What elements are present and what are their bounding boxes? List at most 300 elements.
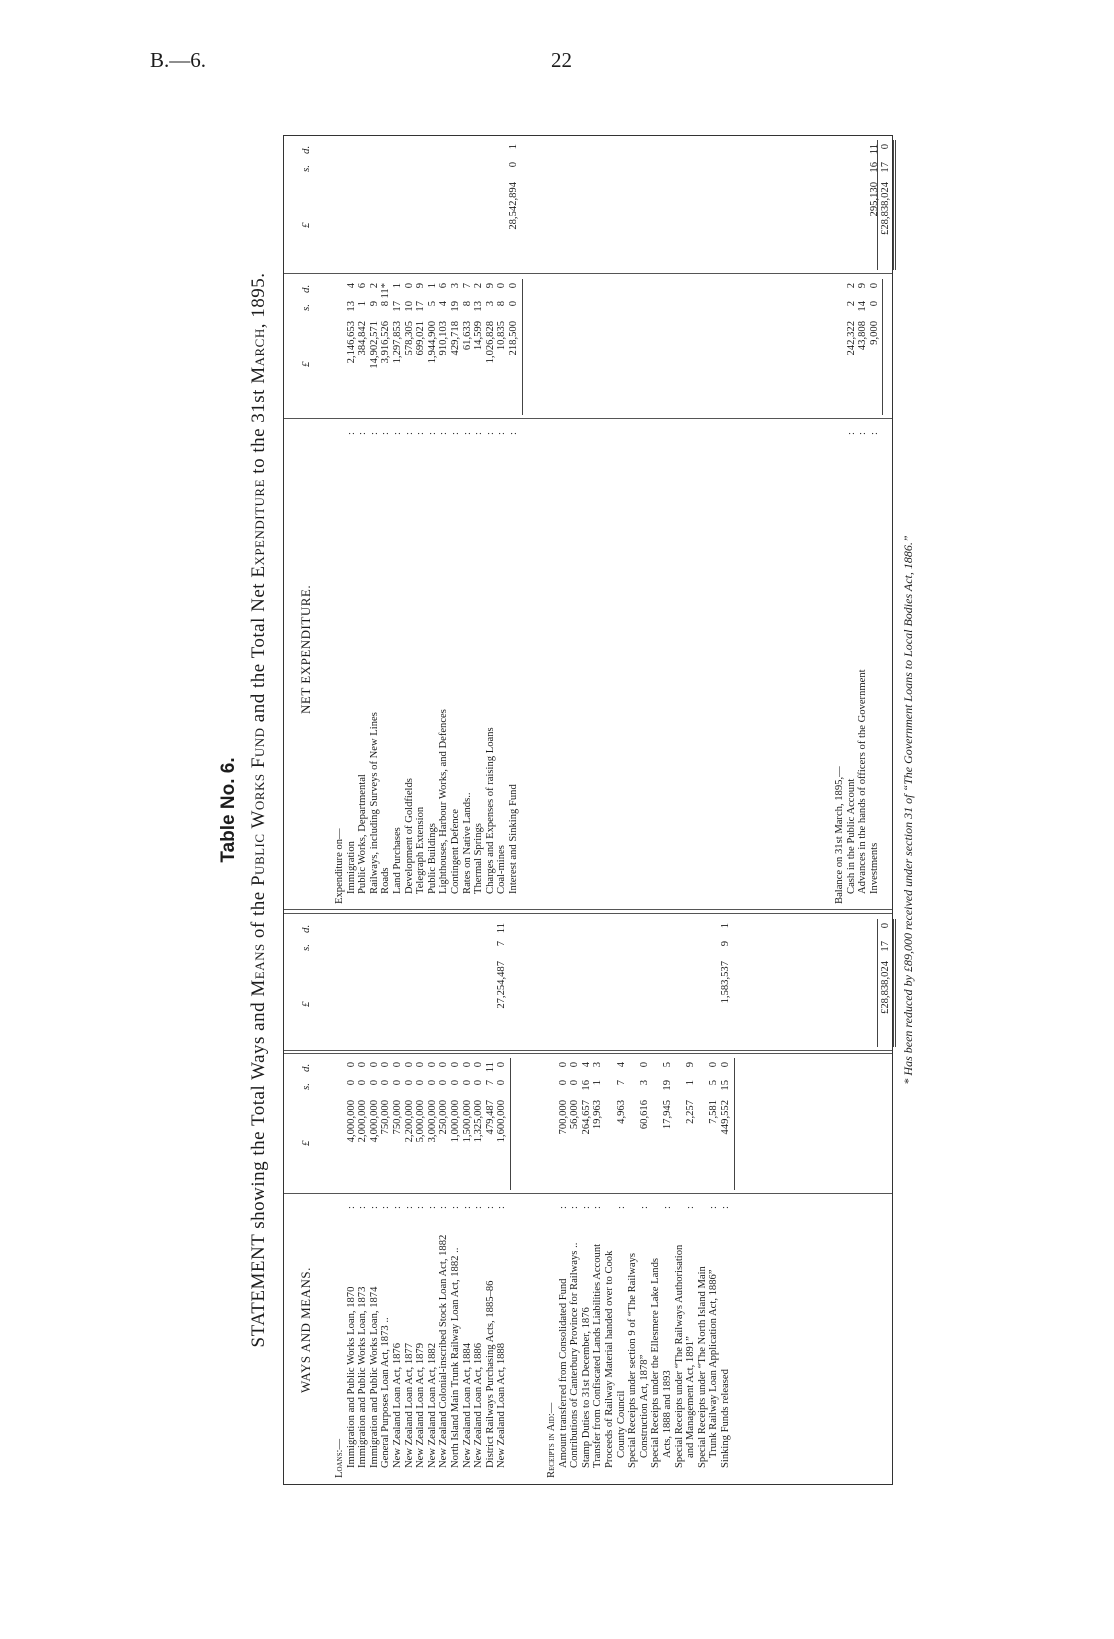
leader-dots: : (569, 1200, 581, 1209)
amount-shillings: 2 (845, 301, 857, 307)
amount-pounds: 27,254,487 (496, 961, 508, 1009)
amount-shillings: 0 (357, 1080, 369, 1086)
amount-pounds: 7,581 (708, 1100, 720, 1124)
leader-dots: : (380, 1200, 392, 1209)
leader-dots: : (380, 426, 392, 435)
expenditure-inner-amounts (284, 279, 892, 415)
expenditure-grand-total (880, 144, 892, 270)
table-row (473, 424, 485, 904)
subtotal-rule (510, 1058, 511, 1190)
loan-amount (427, 1062, 439, 1190)
amount-pence: 1 (426, 283, 438, 289)
row-label: Stamp Duties to 31st December, 1876 (580, 1307, 592, 1468)
table-row (462, 1198, 474, 1478)
expenditure-amount (404, 283, 416, 415)
amount-shillings: 9 (368, 301, 380, 307)
subtitle-part: March (248, 328, 269, 384)
expenditure-amount (450, 283, 462, 415)
subtitle-part: Public Works Fund (248, 727, 269, 887)
shilling-head: s. (300, 164, 312, 172)
pound-head: £ (300, 361, 312, 367)
ways-inner-amounts (284, 1058, 892, 1190)
receipt-amount (685, 1062, 697, 1190)
grand-total-double-rule (893, 140, 896, 270)
table-row (627, 1198, 639, 1478)
receipts-heading-label: Receipts in Aid:— (546, 1402, 557, 1478)
amount-shillings: 0 (868, 301, 880, 307)
subtotal-rule (882, 279, 883, 415)
amount-pounds: 1,583,537 (720, 961, 731, 1004)
leader-dots: : (392, 426, 403, 435)
amount-pence: 0 (368, 1062, 380, 1068)
amount-shillings: 0 (392, 1080, 403, 1086)
amount-pounds: 9,000 (868, 321, 880, 345)
leader-dots: : (845, 426, 857, 435)
ways-grand-total (880, 923, 892, 1047)
subtitle-part: STATEMENT showing the Total Ways and (248, 996, 269, 1348)
expenditure-amount (508, 283, 520, 415)
amount-pence: 11* (380, 283, 392, 299)
amount-shillings: 1 (685, 1080, 697, 1086)
amount-pounds: 14,902,571 (368, 321, 380, 369)
leader-dots: : (580, 1200, 592, 1209)
leader-dots: : (426, 426, 438, 435)
leader-dots: : (438, 1200, 450, 1209)
row-label: Immigration (345, 841, 357, 894)
row-label: Railways, including Surveys of New Lines (368, 712, 380, 894)
amount-pence: 0 (880, 923, 891, 929)
row-label: Advances in the hands of officers of the Government (857, 669, 869, 894)
rotated-table-page (218, 85, 918, 1535)
table-row (427, 1198, 439, 1478)
amount-pounds: 295,130 (868, 182, 880, 217)
loan-amount (346, 1062, 358, 1190)
subtitle-part: Expenditure (248, 478, 269, 578)
leader-dots: : (685, 1200, 697, 1209)
loan-amount (473, 1062, 485, 1190)
table-row (581, 1198, 593, 1478)
amount-pounds: 3,916,526 (380, 321, 392, 364)
leader-dots: : (450, 426, 461, 435)
table-row (697, 1198, 709, 1478)
leader-dots: : (438, 426, 450, 435)
pound-head: £ (300, 1001, 312, 1007)
amount-pence: 9 (685, 1062, 697, 1068)
expenditure-heading: NET EXPENDITURE. (298, 584, 313, 714)
row-label: North Island Main Trunk Railway Loan Act, 1882 .. (450, 1247, 461, 1468)
amount-pence: 0 (708, 1062, 720, 1068)
amount-shillings: 7 (615, 1080, 627, 1086)
leader-dots: : (473, 1200, 485, 1209)
amount-shillings: 17 (880, 162, 891, 173)
row-label: Immigration and Public Works Loan, 1873 (357, 1286, 369, 1468)
leader-dots: : (857, 426, 869, 435)
row-label: New Zealand Loan Act, 1888 (496, 1342, 508, 1468)
table-row (380, 424, 392, 904)
expenditure-subheading-label: Expenditure on— (334, 828, 345, 904)
amount-shillings: 0 (345, 1080, 357, 1086)
expenditure-amount (415, 283, 427, 415)
table-row (496, 1198, 508, 1478)
leader-dots: : (426, 1200, 438, 1209)
pence-head: d. (300, 1063, 312, 1072)
loan-amount (392, 1062, 404, 1190)
amount-pounds: 2,146,653 (345, 321, 357, 364)
amount-pence: 2 (368, 283, 380, 289)
loan-amount (380, 1062, 392, 1190)
amount-shillings: 0 (380, 1080, 392, 1086)
leader-dots: : (638, 1200, 650, 1209)
amount-pence: 6 (357, 283, 369, 289)
amount-shillings: 8 (461, 301, 473, 307)
amount-pence: 1 (508, 144, 519, 150)
leader-dots: : (368, 1200, 380, 1209)
leader-dots: : (415, 1200, 427, 1209)
table-row (392, 1198, 404, 1478)
loan-amount (450, 1062, 462, 1190)
table-row (674, 1198, 686, 1478)
table-row (485, 1198, 497, 1478)
table-row (450, 424, 462, 904)
leader-dots: : (473, 426, 485, 435)
ways-outer-amounts (284, 919, 892, 1047)
expenditure-amount (380, 283, 392, 415)
amount-pounds: 264,657 (580, 1100, 592, 1135)
loan-amount (485, 1062, 497, 1190)
column-divider (284, 1053, 892, 1054)
table-row (369, 1198, 381, 1478)
row-label: Public Works, Departmental (357, 774, 369, 894)
row-label: Public Buildings (426, 823, 438, 894)
amount-pounds: 60,616 (638, 1100, 650, 1130)
row-label: New Zealand Loan Act, 1882 (426, 1342, 438, 1468)
amount-shillings: 16 (868, 162, 880, 173)
amount-pounds: 250,000 (438, 1100, 450, 1135)
row-label: Thermal Springs (473, 823, 485, 894)
column-divider (284, 913, 892, 914)
table-row (369, 424, 381, 904)
amount-pence: 0 (496, 1062, 508, 1068)
amount-shillings: 0 (426, 1080, 438, 1086)
receipt-amount (662, 1062, 674, 1190)
row-label: Transfer from Confiscated Lands Liabilities Account (592, 1243, 604, 1468)
row-label: Special Receipts under “The Railways Authorisation (673, 1244, 685, 1468)
amount-shillings: 14 (857, 301, 869, 312)
row-label: District Railways Purchasing Acts, 1885–86 (484, 1280, 496, 1468)
amount-pounds: 61,633 (461, 321, 473, 351)
amount-pounds: 19,963 (592, 1100, 604, 1130)
row-label: New Zealand Loan Act, 1876 (392, 1342, 403, 1468)
leader-dots: : (461, 1200, 473, 1209)
table-row (346, 424, 358, 904)
table-row (869, 424, 881, 904)
row-label: Sinking Funds released (720, 1369, 731, 1468)
table-row (473, 1198, 485, 1478)
amount-pence: 5 (662, 1062, 673, 1068)
amount-pence: 0 (473, 1062, 485, 1068)
column-divider (284, 273, 892, 274)
amount-pence: 0 (450, 1062, 461, 1068)
table-row (450, 1198, 462, 1478)
leader-dots: : (345, 426, 357, 435)
row-label: Cash in the Public Account (845, 778, 857, 894)
amount-pence: 2 (845, 283, 857, 289)
row-label: Investments (868, 842, 880, 894)
amount-pounds: 449,552 (720, 1100, 731, 1135)
amount-pounds: 1,297,853 (392, 321, 403, 364)
grand-total-rule (877, 140, 878, 270)
amount-pounds: 1,500,000 (461, 1100, 473, 1143)
leader-dots: : (496, 426, 508, 435)
leader-dots: : (357, 1200, 369, 1209)
leader-dots: : (708, 1200, 720, 1209)
amount-pence: 0 (345, 1062, 357, 1068)
amount-pounds: 1,000,000 (450, 1100, 461, 1143)
receipt-amount (708, 1062, 720, 1190)
amount-pence: 4 (615, 1062, 627, 1068)
table-row (650, 1198, 662, 1478)
balance-amount (846, 283, 858, 415)
amount-pounds: 3,000,000 (426, 1100, 438, 1143)
leader-dots: : (662, 1200, 673, 1209)
page-number: 22 (551, 48, 572, 72)
row-label: and Management Act, 1891” (685, 1336, 697, 1458)
shilling-head: s. (300, 943, 312, 951)
expenditure-amount (357, 283, 369, 415)
receipt-amount (616, 1062, 628, 1190)
row-label: Charges and Expenses of raising Loans (484, 727, 496, 894)
amount-shillings: 5 (708, 1080, 720, 1086)
leader-dots: : (557, 1200, 569, 1209)
amount-pence: 0 (569, 1062, 581, 1068)
amount-shillings: 5 (426, 301, 438, 307)
pound-head: £ (300, 1140, 312, 1146)
balance-amount (869, 283, 881, 415)
receipt-amount (639, 1062, 651, 1190)
amount-pence: 9 (484, 283, 496, 289)
loan-amount (369, 1062, 381, 1190)
table-row (392, 424, 404, 904)
grand-total-double-rule (893, 919, 896, 1047)
amount-pence: 1 (720, 923, 731, 929)
receipts-heading (546, 1198, 558, 1478)
amount-shillings: 13 (473, 301, 485, 312)
row-label: Special Receipts under the Ellesmere Lake Lands (650, 1257, 662, 1468)
row-label: Special Receipts under section 9 of “The Railways (627, 1252, 639, 1468)
table-row (720, 1198, 732, 1478)
amount-pounds: 14,599 (473, 321, 485, 351)
amount-pence: 0 (426, 1062, 438, 1068)
receipt-amount (720, 1062, 732, 1190)
amount-pence: 0 (557, 1062, 569, 1068)
amount-pence: 0 (438, 1062, 450, 1068)
expenditure-amount (496, 283, 508, 415)
subtotal-rule (522, 279, 523, 415)
amount-shillings: 8 (496, 301, 508, 307)
amount-pounds: 5,000,000 (415, 1100, 427, 1143)
amount-shillings: 17 (415, 301, 427, 312)
pence-head: d. (300, 145, 312, 154)
expenditure-amount (369, 283, 381, 415)
balance-total (869, 144, 881, 270)
amount-pence: 0 (868, 283, 880, 289)
row-label: Acts, 1888 and 1893 (662, 1370, 673, 1458)
amount-shillings: 0 (508, 301, 519, 307)
expenditure-amount (462, 283, 474, 415)
table-row (662, 1198, 674, 1478)
leader-dots: : (403, 1200, 415, 1209)
table-row (857, 424, 869, 904)
amount-pounds: 910,103 (438, 321, 450, 356)
row-label: Proceeds of Railway Material handed over to Cook (604, 1250, 615, 1468)
amount-shillings: 0 (508, 162, 519, 168)
loans-heading (334, 1198, 346, 1478)
row-label: Contingent Defence (450, 808, 461, 894)
table-row (380, 1198, 392, 1478)
amount-shillings: 17 (880, 941, 891, 952)
row-label: Roads (380, 867, 392, 894)
amount-pence: 0 (638, 1062, 650, 1068)
page-section-code: B.—6. (150, 48, 207, 72)
balance-amount (857, 283, 869, 415)
footnote: * Has been reduced by £89,000 received under section 31 of “The Government Loans to Local Bodies Act, 1886.” (901, 535, 915, 1085)
amount-shillings: 0 (569, 1080, 581, 1086)
pound-head: £ (300, 222, 312, 228)
table-row (427, 424, 439, 904)
amount-pence: 3 (450, 283, 461, 289)
loan-amount (438, 1062, 450, 1190)
table-row (438, 424, 450, 904)
amount-pence: 0 (380, 1062, 392, 1068)
table-row (846, 424, 858, 904)
amount-pence: 7 (461, 283, 473, 289)
expenditure-amount (392, 283, 404, 415)
amount-shillings: 9 (720, 941, 731, 947)
subtitle-part: to the 31st (248, 383, 269, 479)
leader-dots: : (415, 426, 427, 435)
subtotal-rule (734, 1058, 735, 1190)
expenditure-amount (485, 283, 497, 415)
amount-shillings: 13 (345, 301, 357, 312)
amount-pence: 0 (496, 283, 508, 289)
amount-shillings: 3 (484, 301, 496, 307)
amount-pence: 11 (496, 923, 508, 934)
leader-dots: : (392, 1200, 403, 1209)
amount-pounds: 699,021 (415, 321, 427, 356)
row-label: Contributions of Canterbury Province for Railways .. (569, 1242, 581, 1468)
loans-total (496, 923, 508, 1047)
loan-amount (404, 1062, 416, 1190)
amount-pence: 11 (868, 144, 880, 155)
amount-pounds: 43,808 (857, 321, 869, 351)
loan-amount (415, 1062, 427, 1190)
row-label: New Zealand Loan Act, 1884 (461, 1342, 473, 1468)
amount-pence: 0 (508, 283, 519, 289)
table-row (569, 1198, 581, 1478)
amount-pounds: 1,325,000 (473, 1100, 485, 1143)
amount-shillings: 0 (473, 1080, 485, 1086)
amount-pounds: 2,000,000 (357, 1100, 369, 1143)
table-row (438, 1198, 450, 1478)
amount-pounds: 479,487 (484, 1100, 496, 1135)
table-row (415, 424, 427, 904)
amount-shillings: 19 (450, 301, 461, 312)
table-row (346, 1198, 358, 1478)
table-row (639, 1198, 651, 1478)
expenditure-amount (438, 283, 450, 415)
amount-pounds: 28,542,894 (508, 182, 519, 230)
leader-dots: : (368, 426, 380, 435)
row-label: New Zealand Colonial-inscribed Stock Loan Act, 1882 (438, 1234, 450, 1468)
amount-shillings: 19 (662, 1080, 673, 1091)
table-row (708, 1198, 720, 1478)
amount-pounds: 56,000 (569, 1100, 581, 1130)
leader-dots: : (345, 1200, 357, 1209)
amount-shillings: 0 (496, 1080, 508, 1086)
expenditure-amount (473, 283, 485, 415)
table-row (592, 1198, 604, 1478)
receipts-total (720, 923, 732, 1047)
amount-pounds: 700,000 (557, 1100, 569, 1135)
table-row (462, 424, 474, 904)
amount-pence: 0 (415, 1062, 427, 1068)
amount-pence: 11 (484, 1062, 496, 1073)
column-divider (284, 418, 892, 419)
leader-dots: : (868, 426, 880, 435)
statement-table (283, 135, 893, 1485)
leader-dots: : (508, 426, 519, 435)
row-label: County Council (615, 1390, 627, 1458)
amount-pounds: 4,000,000 (345, 1100, 357, 1143)
row-label: Amount transferred from Consolidated Fund (557, 1278, 569, 1468)
row-label: General Purposes Loan Act, 1873 .. (380, 1317, 392, 1468)
net-expenditure-column (284, 424, 892, 904)
amount-pence: 0 (357, 1062, 369, 1068)
amount-shillings: 4 (438, 301, 450, 307)
leader-dots: : (461, 426, 473, 435)
amount-pounds: 2,200,000 (403, 1100, 415, 1143)
row-label: Development of Goldfields (403, 778, 415, 894)
amount-pence: 0 (403, 1062, 415, 1068)
row-label: Immigration and Public Works Loan, 1874 (368, 1286, 380, 1468)
table-row (404, 1198, 416, 1478)
row-label: Rates on Native Lands.. (461, 792, 473, 894)
receipt-amount (592, 1062, 604, 1190)
leader-dots: : (450, 1200, 461, 1209)
amount-shillings: 8 (380, 301, 392, 307)
row-label: Immigration and Public Works Loan, 1870 (345, 1286, 357, 1468)
receipt-amount (569, 1062, 581, 1190)
amount-pounds: 429,718 (450, 321, 461, 356)
leader-dots: : (496, 1200, 508, 1209)
table-row (485, 424, 497, 904)
amount-pounds: 17,945 (662, 1100, 673, 1130)
receipt-amount (558, 1062, 570, 1190)
expenditure-subheading (334, 424, 346, 904)
amount-shillings: 17 (392, 301, 403, 312)
amount-shillings: 0 (415, 1080, 427, 1086)
amount-shillings: 7 (496, 941, 508, 947)
balance-heading-label: Balance on 31st March, 1895,— (834, 766, 845, 904)
amount-pence: 6 (438, 283, 450, 289)
amount-pounds: 4,963 (615, 1100, 627, 1124)
amount-pence: 0 (392, 1062, 403, 1068)
amount-pounds: £28,838,024 (880, 182, 891, 235)
amount-pence: 0 (880, 144, 891, 150)
table-row (357, 1198, 369, 1478)
row-label: Trunk Railway Loan Application Act, 1886” (708, 1269, 720, 1458)
loan-amount (462, 1062, 474, 1190)
